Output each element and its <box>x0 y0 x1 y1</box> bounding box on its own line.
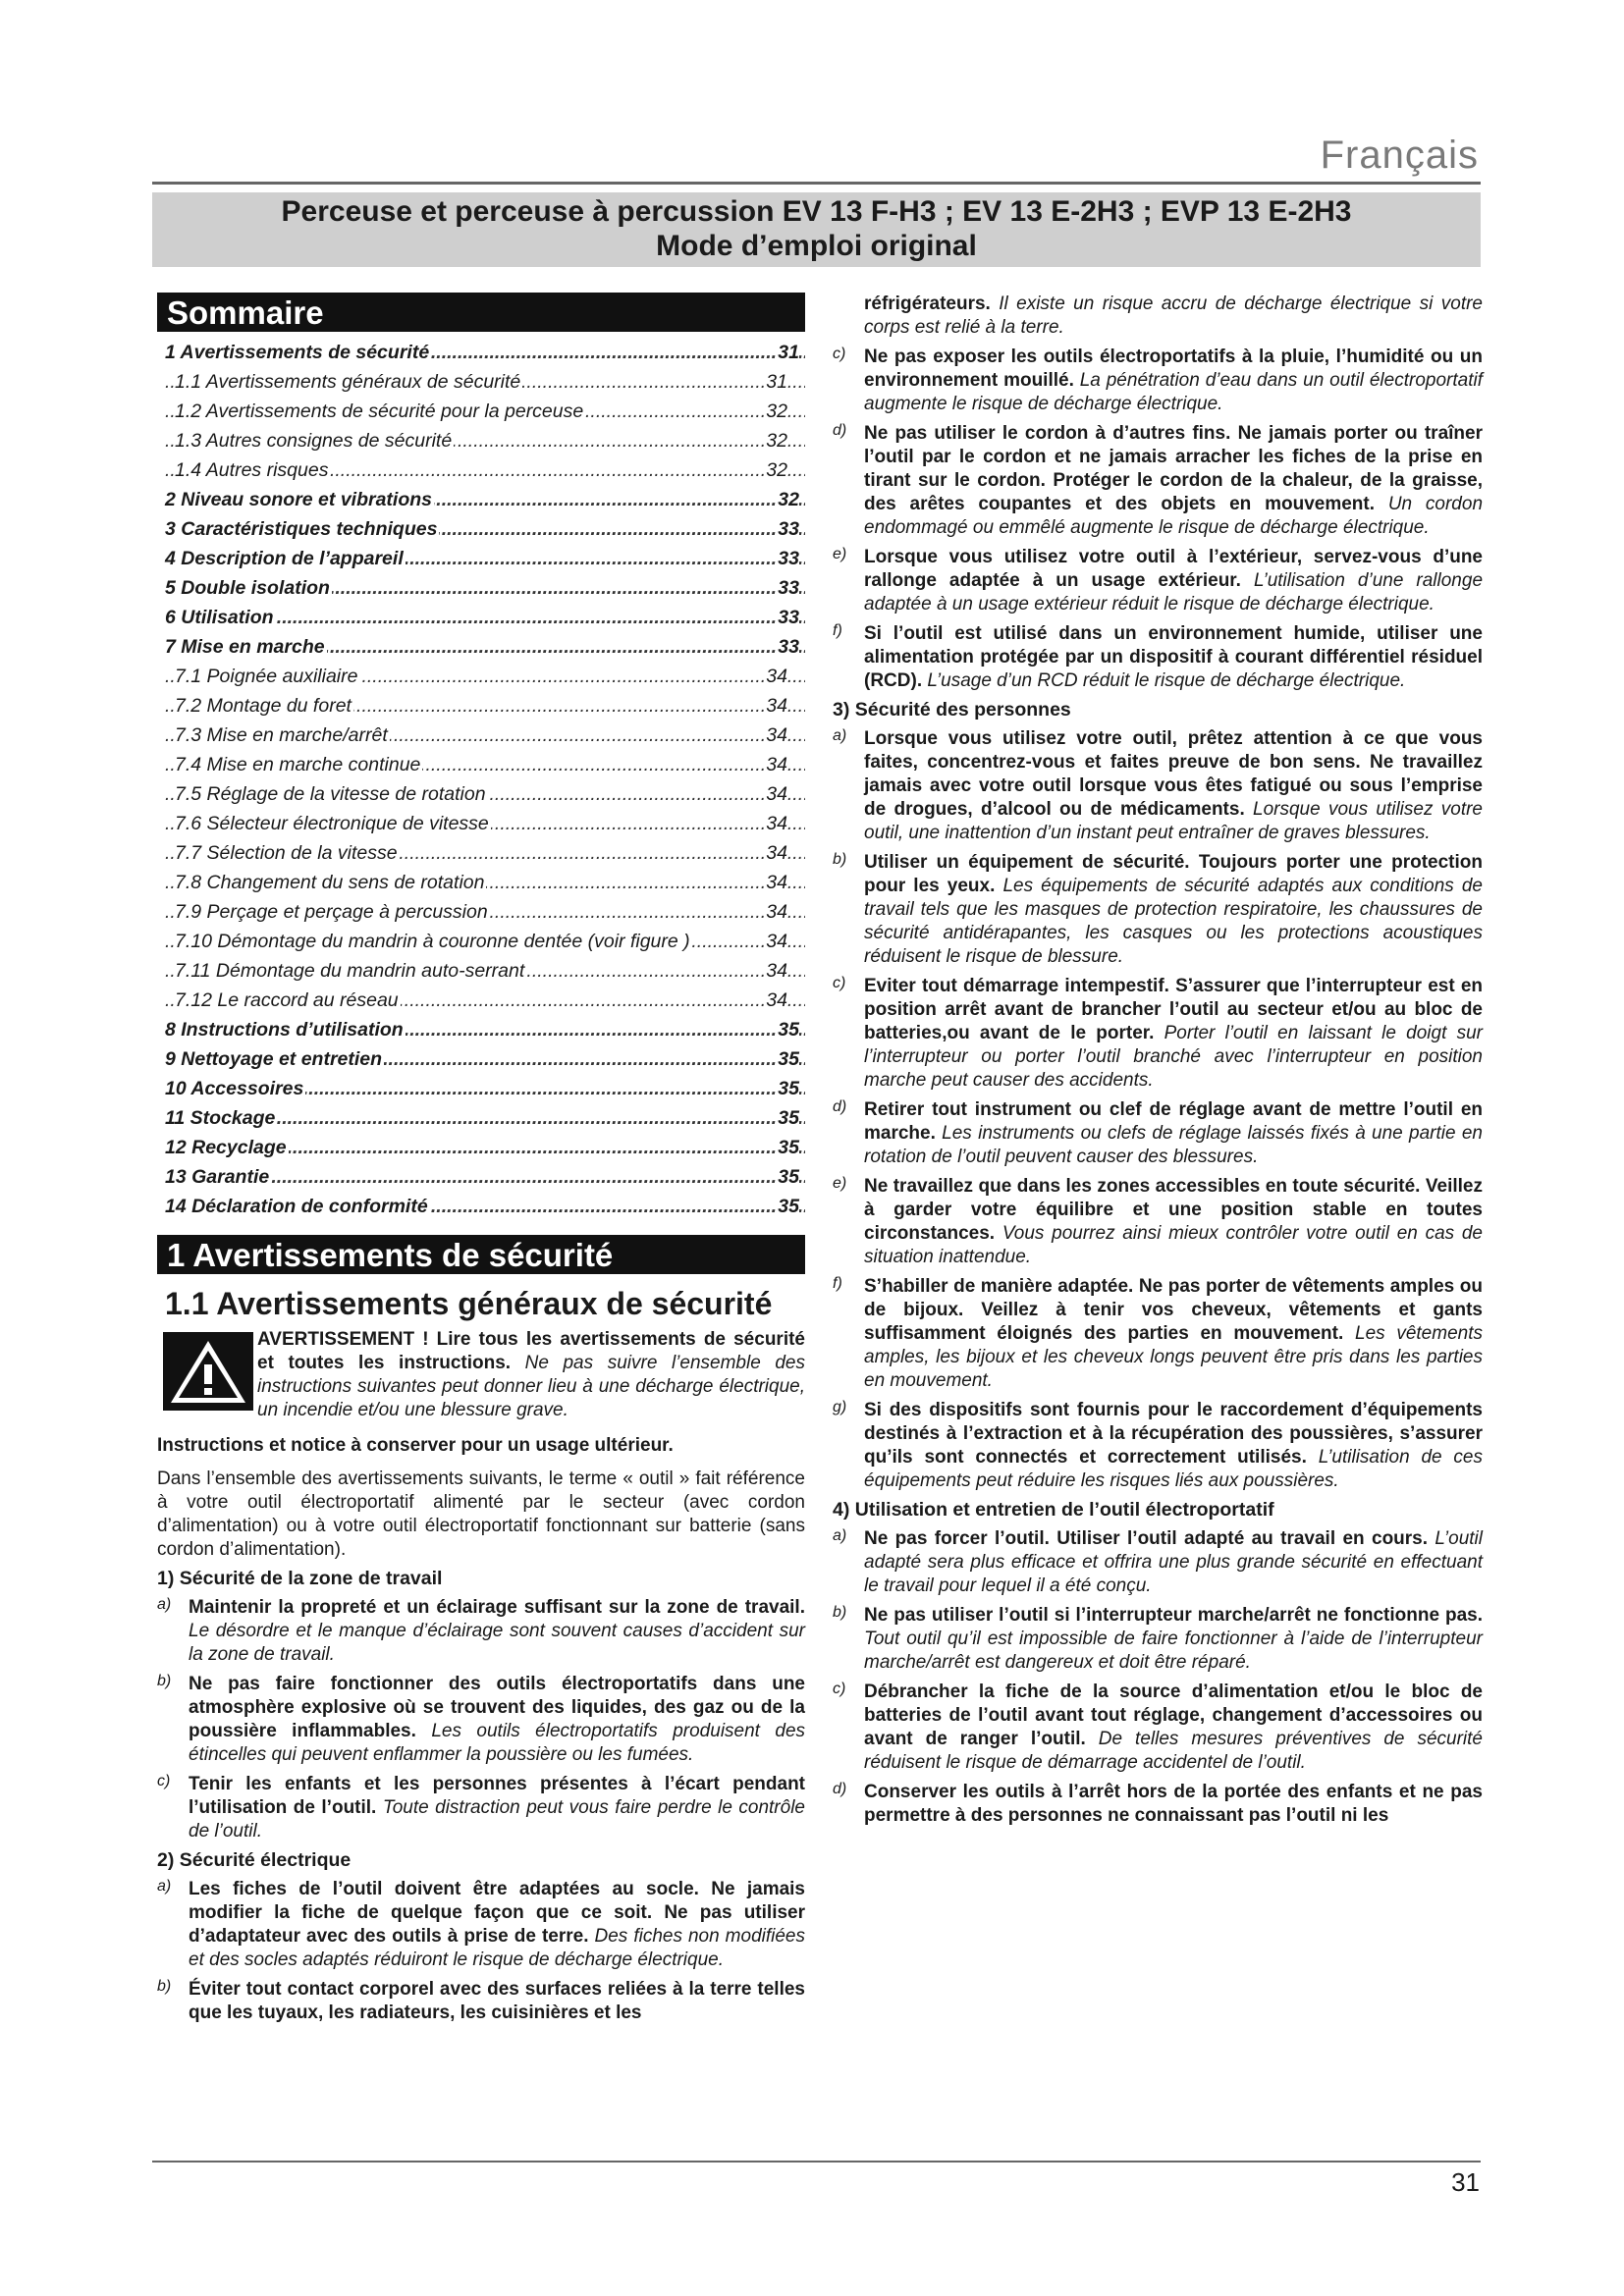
toc-entry: 7.4 Mise en marche continue 34 ..... <box>157 750 805 779</box>
table-of-contents <box>157 338 805 1221</box>
toc-entry: 14 Déclaration de conformité 35 ..... <box>157 1192 805 1221</box>
toc-entry: 7.1 Poignée auxiliaire 34 ..... <box>157 662 805 691</box>
toc-entry: 6 Utilisation 33 ..... <box>157 603 805 632</box>
list-item: d) Ne pas utiliser le cordon à d’autres fins. Ne jamais porter ou traîner l’outil par le cordon et ne jamais arracher les fiches de la prise en tirant sur le cordon. Protéger le cordon de la chaleur, de la graisse, des arêtes coupantes et des objets en mouvement. Un cordon endommagé ou emmêlé augmente le risque de décharge électrique. <box>833 422 1484 538</box>
list-item: a) Les fiches de l’outil doivent être adaptées au socle. Ne jamais modifier la fiche de quelque façon que ce soit. Ne pas utiliser d’adaptateur avec des outils à prise de terre. Des fiches non modifiées et des socles adaptés réduiront le risque de décharge électrique. <box>157 1878 806 1970</box>
warning-text <box>257 1328 805 1422</box>
language-label: Français <box>1320 133 1479 177</box>
document-title <box>152 192 1481 267</box>
list-item: a) Maintenir la propreté et un éclairage suffisant sur la zone de travail. Le désordre et le manque d’éclairage sont souvent causes d’accident sur la zone de travail. <box>157 1596 805 1665</box>
list-item: a) Lorsque vous utilisez votre outil, prêtez attention à ce que vous faites, concentrez-vous et faites preuve de bon sens. Ne travaillez jamais avec votre outil lorsque vous êtes fatigué ou sous l’emprise de drogues, d’alcool ou de médicaments. Lorsque vous utilisez votre outil, une inattention d’un instant peut entraîner de graves blessures. <box>833 727 1483 843</box>
keep-instructions: Instructions et notice à conserver pour un usage ultérieur. <box>157 1435 674 1456</box>
toc-entry: 11 Stockage 35 ..... <box>157 1103 805 1133</box>
right-column <box>833 293 1483 1834</box>
list-item: c) Tenir les enfants et les personnes présentes à l’écart pendant l’utilisation de l’outil. Toute distraction peut vous faire perdre le contrôle de l’outil. <box>157 1773 805 1842</box>
intro-paragraph: Dans l’ensemble des avertissements suivants, le terme « outil » fait référence à votre outil électroportatif alimenté par le secteur (avec cordon d’alimentation) ou à votre outil électroportatif fonctionnant sur batterie (sans cordon d’alimentation). <box>157 1468 805 1560</box>
list-item: e) Lorsque vous utilisez votre outil à l’extérieur, servez-vous d’une rallonge adaptée à un usage extérieur. L’utilisation d’une rallonge adaptée à un usage extérieur réduit le risque de décharge électrique. <box>833 546 1484 614</box>
toc-entry: 7.12 Le raccord au réseau 34 ..... <box>157 986 805 1015</box>
list-item: c) Ne pas exposer les outils électroportatifs à la pluie, l’humidité ou un environnement mouillé. La pénétration d’eau dans un outil électroportatif augmente le risque de décharge électrique. <box>833 346 1483 414</box>
list-item: c) Débrancher la fiche de la source d’alimentation et/ou le bloc de batteries de l’outil avant tout réglage, changement d’accessoires ou avant de ranger l’outil. De telles mesures préventives de sécurité réduisent le risque de démarrage accidentel de l’outil. <box>833 1681 1484 1773</box>
list-item: e) Ne travaillez que dans les zones accessibles en toute sécurité. Veillez à garder votre équilibre et une position stable en toutes circonstances. Vous pourrez ainsi mieux contrôler votre outil en cas de situation inattendue. <box>833 1175 1483 1267</box>
toc-entry: 7.8 Changement du sens de rotation 34 ..... <box>157 868 805 897</box>
toc-entry: 7.10 Démontage du mandrin à couronne dentée (voir figure ) 34 ..... <box>157 927 805 956</box>
toc-entry: 9 Nettoyage et entretien 35 ..... <box>157 1044 805 1074</box>
work-area-title: 1) Sécurité de la zone de travail <box>157 1568 443 1589</box>
subsection-heading: 1.1 Avertissements généraux de sécurité <box>165 1286 773 1321</box>
list-item: d) Conserver les outils à l’arrêt hors de la portée des enfants et ne pas permettre à des personnes ne connaissant pas l’outil ni les <box>833 1781 1483 1826</box>
list-item: b) Ne pas utiliser l’outil si l’interrupteur marche/arrêt ne fonctionne pas. Tout outil qu’il est impossible de faire fonctionner à l’aide de l’interrupteur marche/arrêt est dangereux et doit être réparé. <box>833 1604 1483 1673</box>
toc-entry: 1.2 Avertissements de sécurité pour la perceuse 32 ..... <box>157 397 805 426</box>
toc-entry: 7 Mise en marche 33 ..... <box>157 632 805 662</box>
toc-entry: 2 Niveau sonore et vibrations 32 ..... <box>157 485 805 514</box>
toc-entry: 5 Double isolation 33 ..... <box>157 573 805 603</box>
electrical-safety-title: 2) Sécurité électrique <box>157 1849 352 1871</box>
toc-entry: 12 Recyclage 35 ..... <box>157 1133 805 1162</box>
toc-entry: 8 Instructions d’utilisation 35 ..... <box>157 1015 805 1044</box>
warning-bold: AVERTISSEMENT ! Lire tous les avertissements de sécurité et toutes les instructions. <box>257 1329 805 1373</box>
toc-entry: 1.3 Autres consignes de sécurité 32 ..... <box>157 426 805 455</box>
toc-entry: 3 Caractéristiques techniques 33 ..... <box>157 514 805 544</box>
list-item: b) Utiliser un équipement de sécurité. Toujours porter une protection pour les yeux. Les équipements de sécurité adaptés aux conditions de travail tels que les masques de protection respiratoire, les chaussures de sécurité antidérapantes, les casques ou les protections acoustiques réduisent le risque de blessure. <box>833 851 1483 967</box>
toc-entry: 13 Garantie 35 ..... <box>157 1162 805 1192</box>
list-item: g) Si des dispositifs sont fournis pour le raccordement d’équipements destinés à l’extraction et à la récupération des poussières, s’assurer qu’ils sont connectés et correctement utilisés. L’utilisation de ces équipements peut réduire les risques liés aux poussières. <box>833 1399 1483 1491</box>
list-item: f) Si l’outil est utilisé dans un environnement humide, utiliser une alimentation protégée par un dispositif à courant différentiel résiduel (RCD). L’usage d’un RCD réduit le risque de décharge électrique. <box>833 622 1483 691</box>
toc-entry: 7.3 Mise en marche/arrêt 34 ..... <box>157 721 805 750</box>
section-heading: 1 Avertissements de sécurité <box>157 1235 805 1274</box>
warning-block <box>157 1328 805 1436</box>
tool-use-title: 4) Utilisation et entretien de l’outil électroportatif <box>833 1499 1274 1521</box>
list-item-continued: réfrigérateurs. Il existe un risque accru de décharge électrique si votre corps est relié à la terre. <box>864 294 1483 338</box>
title-line-1: Perceuse et perceuse à percussion EV 13 F-H3 ; EV 13 E-2H3 ; EVP 13 E-2H3 <box>281 195 1352 228</box>
toc-entry: 7.9 Perçage et perçage à percussion 34 ..... <box>157 897 805 927</box>
title-line-2: Mode d’emploi original <box>656 230 977 262</box>
list-item: d) Retirer tout instrument ou clef de réglage avant de mettre l’outil en marche. Les instruments ou clefs de réglage laissés fixés à une partie en rotation de l’outil peuvent causer des blessures. <box>833 1098 1483 1167</box>
footer-rule <box>152 2161 1481 2163</box>
page-number: 31 <box>1451 2167 1480 2197</box>
list-item: c) Eviter tout démarrage intempestif. S’assurer que l’interrupteur est en position arrêt avant de brancher l’outil au secteur et/ou au bloc de batteries,ou avant de le porter. Porter l’outil en laissant le doigt sur l’interrupteur ou porter l’outil branché avec l’interrupteur en position marche peut causer des accidents. <box>833 975 1483 1091</box>
list-item: b) Éviter tout contact corporel avec des surfaces reliées à la terre telles que les tuyaux, les radiateurs, les cuisinières et les <box>157 1978 805 2023</box>
toc-entry: 7.11 Démontage du mandrin auto-serrant 34 ..... <box>157 956 805 986</box>
personal-safety-title: 3) Sécurité des personnes <box>833 699 1071 721</box>
toc-entry: 7.5 Réglage de la vitesse de rotation 34 ..... <box>157 779 805 809</box>
left-column <box>157 293 805 2031</box>
toc-entry: 1.4 Autres risques 32 ..... <box>157 455 805 485</box>
toc-entry: 4 Description de l’appareil 33 ..... <box>157 544 805 573</box>
warning-italic: Ne pas suivre l’ensemble des instructions suivantes peut donner lieu à une décharge électrique, un incendie et/ou une blessure grave. <box>257 1353 805 1420</box>
warning-triangle-icon <box>163 1332 253 1411</box>
toc-entry: 1 Avertissements de sécurité 31 ..... <box>157 338 805 367</box>
toc-entry: 10 Accessoires 35 ..... <box>157 1074 805 1103</box>
toc-entry: 7.6 Sélecteur électronique de vitesse 34 ..... <box>157 809 805 838</box>
toc-entry: 7.2 Montage du foret 34 ..... <box>157 691 805 721</box>
list-item: f) S’habiller de manière adaptée. Ne pas porter de vêtements amples ou de bijoux. Veillez à tenir vos cheveux, vêtements et gants suffisamment éloignés des parties en mouvement. Les vêtements amples, les bijoux et les cheveux longs peuvent être pris dans les parties en mouvement. <box>833 1275 1483 1391</box>
toc-entry: 1.1 Avertissements généraux de sécurité 31 ..... <box>157 367 805 397</box>
list-item: a) Ne pas forcer l’outil. Utiliser l’outil adapté au travail en cours. L’outil adapté sera plus efficace et offrira une plus grande sécurité en effectuant le travail pour lequel il a été conçu. <box>833 1527 1483 1596</box>
header-rule <box>152 182 1481 185</box>
list-item: b) Ne pas faire fonctionner des outils électroportatifs dans une atmosphère explosive où se trouvent des liquides, des gaz ou de la poussière inflammables. Les outils électroportatifs produisent des étincelles qui peuvent enflammer la poussière ou les fumées. <box>157 1673 806 1765</box>
toc-entry: 7.7 Sélection de la vitesse 34 ..... <box>157 838 805 868</box>
toc-heading: Sommaire <box>157 293 805 332</box>
